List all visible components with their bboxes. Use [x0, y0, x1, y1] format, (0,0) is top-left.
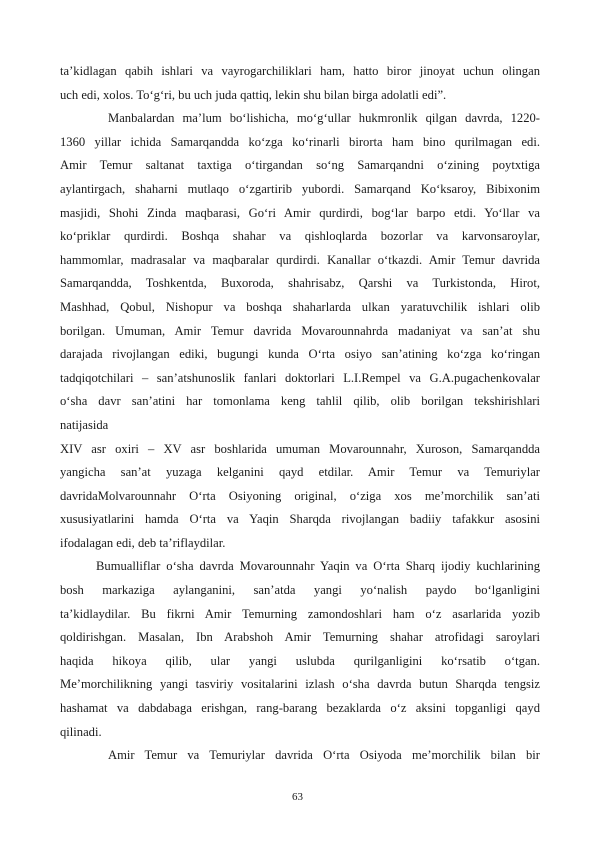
document-body — [60, 60, 540, 768]
text-line: masjidi, Shohi Zinda maqbarasi, Go‘ri Amir qurdirdi, bog‘lar barpo etdi. Yo‘llar va — [60, 205, 540, 220]
text-line: davridaMolvarounnahr O‘rta Osiyoning original, o‘ziga xos me’morchilik san’ati — [60, 488, 540, 503]
text-line: ifodalagan edi, deb ta’riflaydilar. — [60, 535, 226, 550]
text-line: bosh markaziga aylanganini, san’atda yangi yo‘nalish paydo bo‘lganligini — [60, 583, 540, 598]
text-line: ta’kidlaydilar. Bu fikrni Amir Temurning zamondoshlari ham o‘z asarlarida yozib — [60, 606, 540, 621]
text-line: Me’morchilikning yangi tasviriy vositalarini izlash o‘sha davrda butun Sharqda tengsiz — [60, 677, 540, 692]
text-line: Mashhad, Qobul, Nishopur va boshqa shaharlarda ulkan yaratuvchilik ishlari olib — [60, 299, 540, 314]
text-line: Amir Temur va Temuriylar davrida O‘rta Osiyoda me’morchilik bilan bir — [108, 748, 540, 763]
text-line: qilinadi. — [60, 724, 102, 739]
text-line: xususiyatlarini hamda O‘rta va Yaqin Sharqda rivojlangan badiiy tafakkur asosini — [60, 512, 540, 527]
text-line: o‘sha davr san’atini har tomonlama keng tahlil qilib, olib borilgan tekshirishlari — [60, 394, 540, 409]
text-line: ko‘priklar qurdirdi. Boshqa shahar va qishloqlarda bozorlar va karvonsaroylar, — [60, 229, 540, 244]
text-line: tadqiqotchilari – san’atshunoslik fanlari doktorlari L.I.Rempel va G.A.pugachenkovalar — [60, 370, 540, 385]
text-line: Bumualliflar o‘sha davrda Movarounnahr Yaqin va O‘rta Sharq ijodiy kuchlarining — [96, 559, 540, 574]
text-line: natijasida — [60, 417, 109, 432]
text-line: darajada rivojlangan ediki, bugungi kunda O‘rta osiyo san’atining ko‘zga ko‘ringan — [60, 347, 540, 362]
text-line: uch edi, xolos. To‘g‘ri, bu uch juda qattiq, lekin shu bilan birga adolatli edi”. — [60, 87, 447, 102]
text-line: haqida hikoya qilib, ular yangi uslubda qurilganligini ko‘rsatib o‘tgan. — [60, 653, 540, 668]
text-line: hammomlar, madrasalar va maqbaralar qurdirdi. Kanallar o‘tkazdi. Amir Temur davrida — [60, 252, 540, 267]
text-line: ta’kidlagan qabih ishlari va vayrogarchiliklari ham, hatto biror jinoyat uchun olingan — [60, 64, 540, 78]
text-line: borilgan. Umuman, Amir Temur davrida Movarounnahrda madaniyat va san’at shu — [60, 323, 540, 338]
text-line: qoldirishgan. Masalan, Ibn Arabshoh Amir Temurning shahar atrofidagi saroylari — [60, 630, 540, 645]
text-line: yangicha san’at yuzaga kelganini qayd etdilar. Amir Temur va Temuriylar — [60, 465, 540, 480]
text-line: hashamat va dabdabaga erishgan, rang-barang bezaklarda o‘z aksini topganligi qayd — [60, 701, 540, 716]
text-line: Amir Temur saltanat taxtiga o‘tirgandan so‘ng Samarqandni o‘zining poytxtiga — [60, 158, 540, 173]
text-line: XIV asr oxiri – XV asr boshlarida umuman Movarounnahr, Xuroson, Samarqandda — [60, 441, 540, 456]
text-line: Samarqandda, Toshkentda, Buxoroda, shahrisabz, Qarshi va Turkistonda, Hirot, — [60, 276, 540, 291]
text-line: Manbalardan ma’lum bo‘lishicha, mo‘g‘ullar hukmronlik qilgan davrda, 1220- — [108, 111, 540, 126]
text-line: aylantirgach, shaharni mutlaqo o‘zgartirib yubordi. Samarqand Ko‘ksaroy, Bibixonim — [60, 181, 540, 196]
text-line: 1360 yillar ichida Samarqandda ko‘zga ko‘rinarli birorta ham bino qurilmagan edi. — [60, 134, 540, 149]
page-number: 63 — [292, 791, 303, 803]
